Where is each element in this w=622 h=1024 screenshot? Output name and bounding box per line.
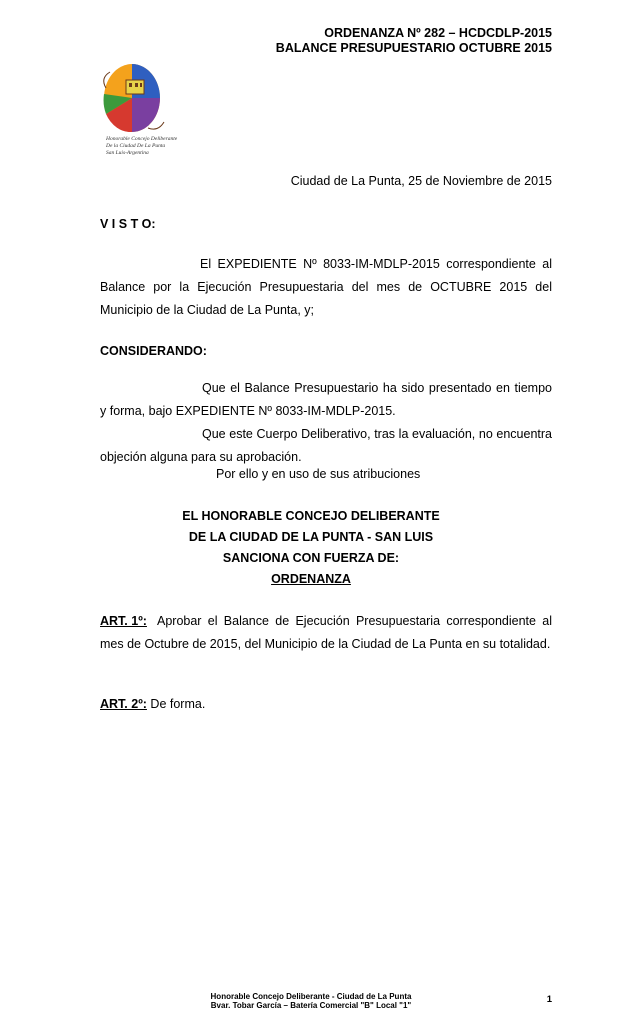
considerando-paragraph-2: Que este Cuerpo Deliberativo, tras la evaluación, no encuentra objeción alguna para su aprobación. xyxy=(100,427,552,464)
document-header xyxy=(276,26,552,56)
sanction-line-2: DE LA CIUDAD DE LA PUNTA - SAN LUIS xyxy=(188,530,434,544)
council-emblem-icon xyxy=(92,58,172,136)
sanction-line-1: EL HONORABLE CONCEJO DELIBERANTE xyxy=(182,509,440,523)
logo-caption-3: San Luis-Argentina xyxy=(106,150,149,156)
page-number: 1 xyxy=(546,994,552,1005)
visto-heading: V I S T O: xyxy=(100,217,156,231)
date-line: Ciudad de La Punta, 25 de Noviembre de 2015 xyxy=(290,174,552,188)
considerando-heading: CONSIDERANDO: xyxy=(100,344,207,358)
header-ordinance-number: ORDENANZA Nº 282 – HCDCDLP-2015 xyxy=(324,26,552,40)
logo-caption-1: Honorable Concejo Deliberante xyxy=(106,136,178,142)
article-2-text: De forma. xyxy=(150,697,206,711)
article-1-label: ART. 1º: xyxy=(100,614,147,628)
logo-caption-2: De la Ciudad De La Punta xyxy=(106,143,166,149)
sanction-line-3: SANCIONA CON FUERZA DE: xyxy=(222,551,400,565)
document-footer xyxy=(0,992,622,1010)
ordinance-title xyxy=(0,569,622,590)
footer-line-1: Honorable Concejo Deliberante - Ciudad de La Punta xyxy=(210,992,412,1001)
article-1-text: Aprobar el Balance de Ejecución Presupuestaria correspondiente al mes de Octubre de 2015, del Municipio de la Ciudad de La Punta en su totalidad. xyxy=(100,614,552,651)
considerando-paragraph-3: Por ello y en uso de sus atribuciones xyxy=(216,467,421,481)
header-subject: BALANCE PRESUPUESTARIO OCTUBRE 2015 xyxy=(275,41,552,55)
article-2 xyxy=(100,693,205,716)
ordinance-title-text: ORDENANZA xyxy=(271,572,351,586)
article-1-body xyxy=(100,610,552,656)
article-2-label: ART. 2º: xyxy=(100,697,147,711)
visto-paragraph: El EXPEDIENTE Nº 8033-IM-MDLP-2015 correspondiente al Balance por la Ejecución Presupuestaria del mes de OCTUBRE 2015 del Municipio de la Ciudad de La Punta, y; xyxy=(100,257,552,317)
footer-line-2: Bvar. Tobar García – Batería Comercial "B" Local "1" xyxy=(210,1001,412,1010)
council-logo xyxy=(92,58,182,157)
considerando-paragraph-1: Que el Balance Presupuestario ha sido presentado en tiempo y forma, bajo EXPEDIENTE Nº 8033-IM-MDLP-2015. xyxy=(100,381,552,418)
